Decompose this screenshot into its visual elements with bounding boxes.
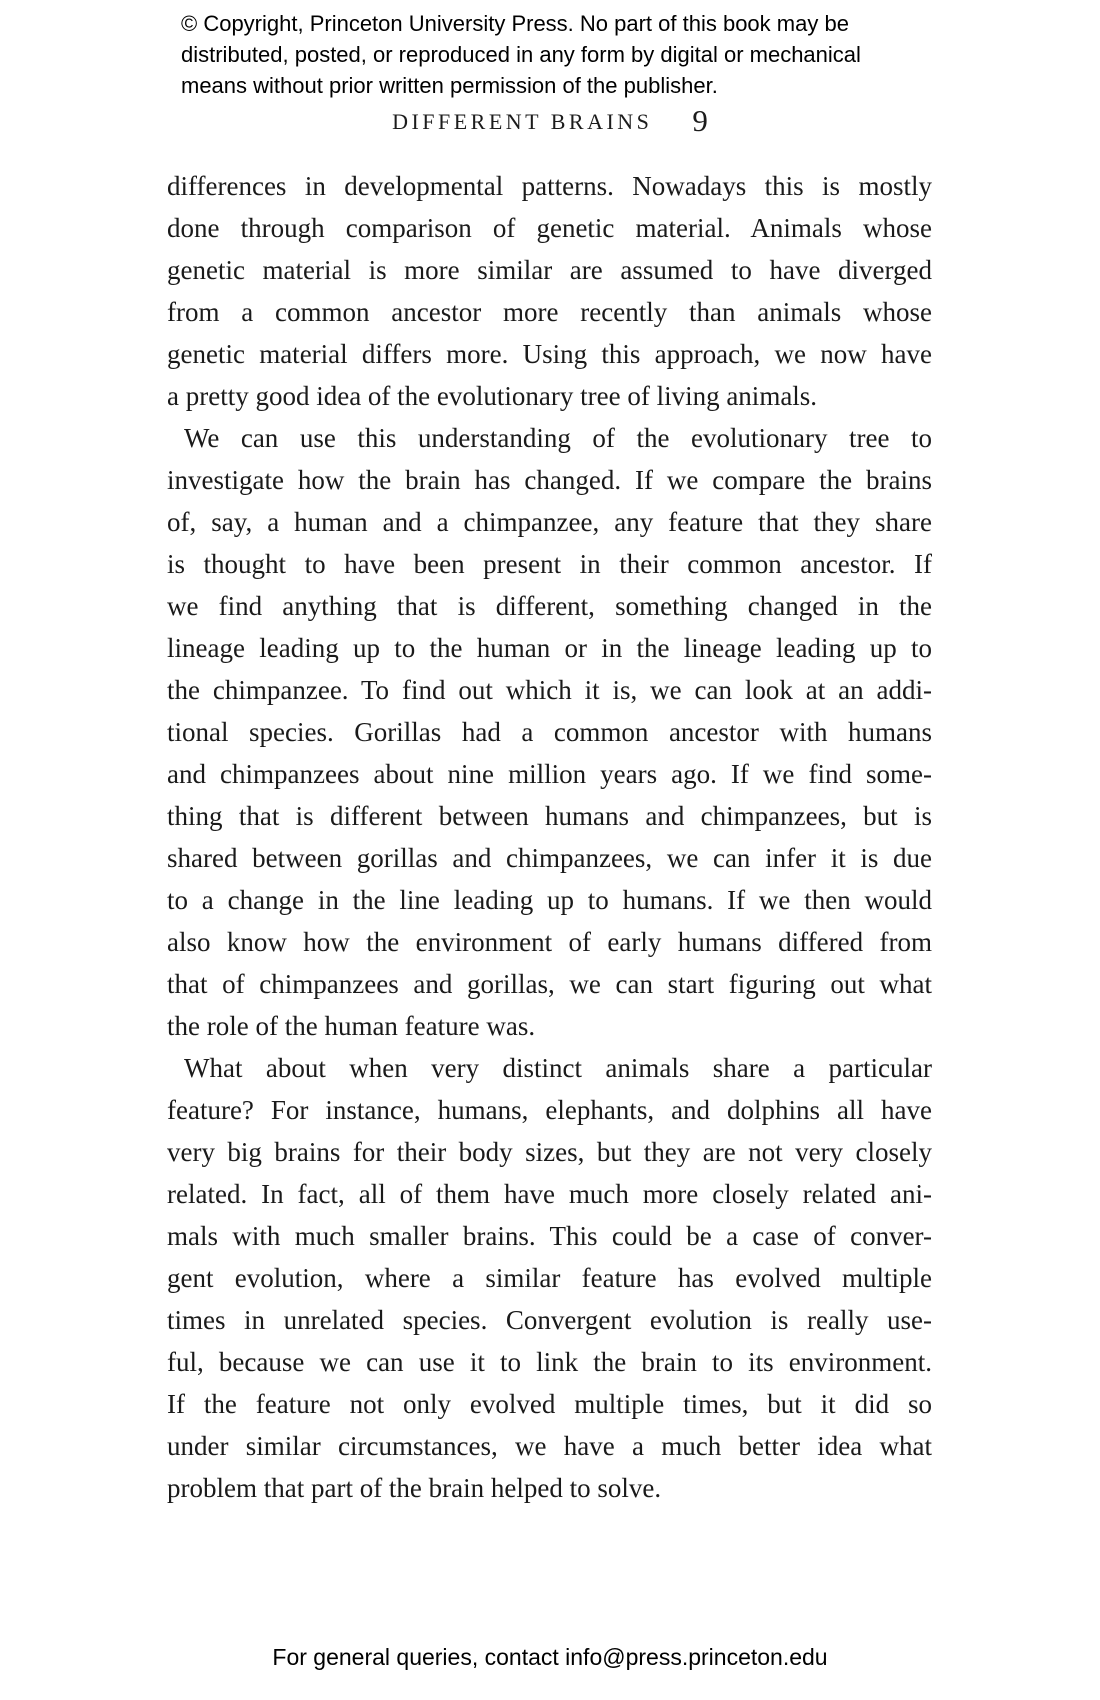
- text-line: gent evolution, where a similar feature has evolved multiple: [167, 1263, 932, 1293]
- text-line: We can use this understanding of the evolutionary tree to: [184, 423, 932, 453]
- copyright-line: distributed, posted, or reproduced in any form by digital or mechanical: [181, 42, 861, 67]
- text-line: from a common ancestor more recently than animals whose: [167, 297, 932, 327]
- body-text: [167, 165, 932, 1509]
- text-line: investigate how the brain has changed. If we compare the brains: [167, 465, 932, 495]
- text-line: under similar circumstances, we have a much better idea what: [167, 1431, 932, 1461]
- paragraph-3: [167, 1047, 932, 1509]
- text-line: done through comparison of genetic material. Animals whose: [167, 213, 932, 243]
- text-line: genetic material differs more. Using this approach, we now have: [167, 339, 932, 369]
- text-line: genetic material is more similar are assumed to have diverged: [167, 255, 932, 285]
- paragraph-2: [167, 417, 932, 1047]
- text-line: of, say, a human and a chimpanzee, any feature that they share: [167, 507, 932, 537]
- text-line: If the feature not only evolved multiple times, but it did so: [167, 1389, 932, 1419]
- text-line: a pretty good idea of the evolutionary tree of living animals.: [167, 381, 818, 411]
- footer-contact: For general queries, contact info@press.princeton.edu: [272, 1644, 828, 1670]
- text-line: that of chimpanzees and gorillas, we can start figuring out what: [167, 969, 932, 999]
- text-line: the chimpanzee. To find out which it is, we can look at an addi-: [167, 675, 932, 705]
- page-number: 9: [692, 103, 708, 138]
- text-line: we find anything that is different, something changed in the: [167, 591, 932, 621]
- copyright-notice: [181, 8, 881, 101]
- copyright-line: means without prior written permission of the publisher.: [181, 73, 718, 98]
- running-head-title: DIFFERENT BRAINS: [392, 109, 653, 134]
- text-line: the role of the human feature was.: [167, 1011, 536, 1041]
- text-line: thing that is different between humans and chimpanzees, but is: [167, 801, 932, 831]
- text-line: is thought to have been present in their common ancestor. If: [167, 549, 932, 579]
- text-line: What about when very distinct animals share a particular: [184, 1053, 932, 1083]
- running-head: [0, 101, 1100, 137]
- text-line: times in unrelated species. Convergent evolution is really use-: [167, 1305, 932, 1335]
- paragraph-1: [167, 165, 932, 417]
- text-line: also know how the environment of early humans differed from: [167, 927, 932, 957]
- text-line: very big brains for their body sizes, but they are not very closely: [167, 1137, 932, 1167]
- text-line: shared between gorillas and chimpanzees, we can infer it is due: [167, 843, 932, 873]
- text-line: differences in developmental patterns. Nowadays this is mostly: [167, 171, 932, 201]
- text-line: and chimpanzees about nine million years ago. If we find some-: [167, 759, 932, 789]
- text-line: lineage leading up to the human or in the lineage leading up to: [167, 633, 932, 663]
- text-line: problem that part of the brain helped to solve.: [167, 1473, 662, 1503]
- text-line: ful, because we can use it to link the brain to its environment.: [167, 1347, 932, 1377]
- text-line: mals with much smaller brains. This could be a case of conver-: [167, 1221, 932, 1251]
- copyright-line: © Copyright, Princeton University Press. No part of this book may be: [181, 11, 849, 36]
- text-line: feature? For instance, humans, elephants, and dolphins all have: [167, 1095, 932, 1125]
- text-line: tional species. Gorillas had a common ancestor with humans: [167, 717, 932, 747]
- text-line: related. In fact, all of them have much more closely related ani-: [167, 1179, 932, 1209]
- text-line: to a change in the line leading up to humans. If we then would: [167, 885, 932, 915]
